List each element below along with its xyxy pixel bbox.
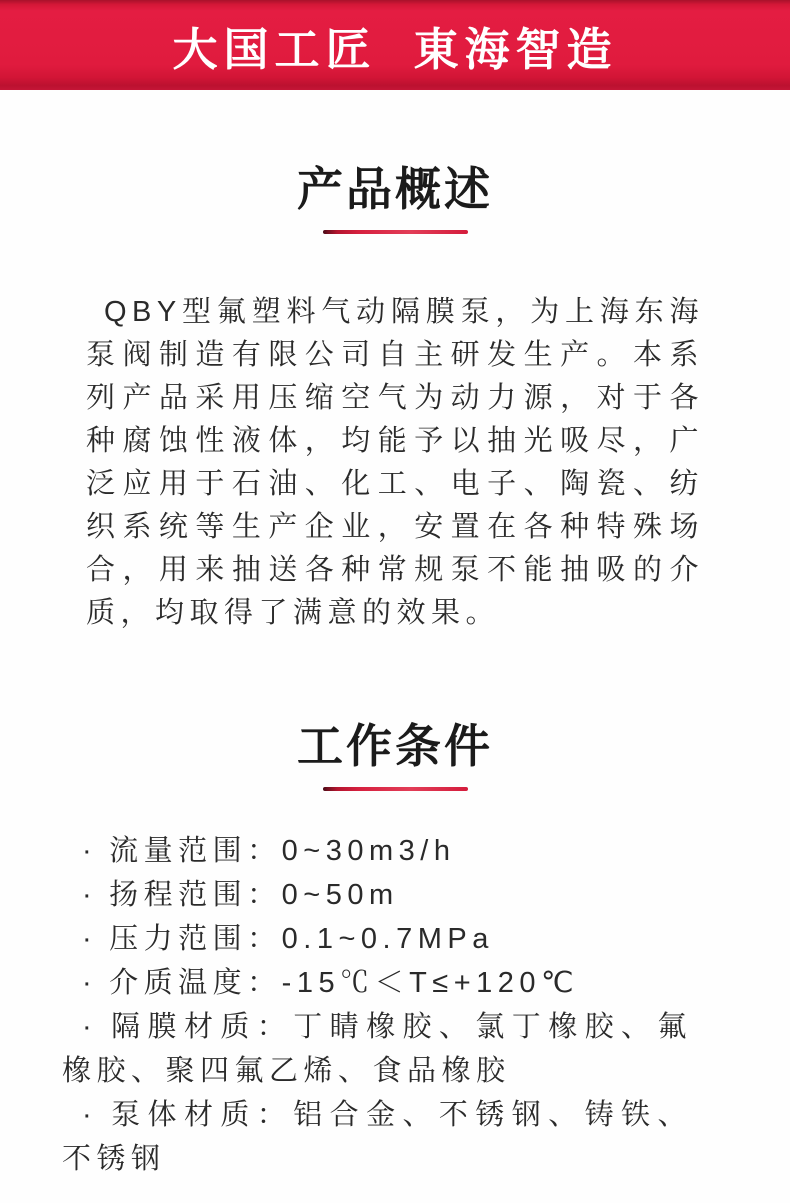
spec-item-text: 隔膜材质：丁睛橡胶、氯丁橡胶、氟橡胶、聚四氟乙烯、食品橡胶 — [62, 1011, 692, 1087]
spec-item-pressure-range — [62, 917, 692, 961]
bullet-dot: · — [82, 1099, 98, 1131]
bullet-dot: · — [82, 967, 98, 999]
accent-underline — [323, 230, 468, 234]
spec-item-flow-range — [62, 829, 692, 873]
spec-item-text: 泵体材质：铝合金、不锈钢、铸铁、不锈钢 — [62, 1099, 692, 1175]
brand-banner — [0, 0, 790, 90]
spec-item-text: 扬程范围：0~50m — [109, 879, 399, 911]
overview-paragraph: QBY型氟塑料气动隔膜泵，为上海东海泵阀制造有限公司自主研发生产。本系列产品采用压缩空气为动力源，对于各种腐蚀性液体，均能予以抽光吸尽，广泛应用于石油、化工、电子、陶瓷、纺织系统等生产企业，安置在各种特殊场合，用来抽送各种常规泵不能抽吸的介质，均取得了满意的效果。 — [86, 296, 704, 629]
bullet-dot: · — [82, 1011, 98, 1043]
spec-item-diaphragm-material — [62, 1005, 692, 1093]
bullet-dot: · — [82, 923, 98, 955]
section-title-product-overview: 产品概述 — [297, 163, 493, 215]
section-title-working-conditions: 工作条件 — [297, 720, 493, 772]
spec-item-text: 流量范围：0~30m3/h — [109, 835, 456, 867]
spec-item-head-range — [62, 873, 692, 917]
bullet-dot: · — [82, 835, 98, 867]
section-working-conditions — [0, 719, 790, 1181]
section-product-overview — [0, 162, 790, 635]
spec-list — [62, 829, 692, 1181]
spec-item-text: 介质温度：-15℃＜T≤+120℃ — [109, 967, 580, 999]
spec-item-media-temperature — [62, 961, 692, 1005]
spec-item-text: 压力范围：0.1~0.7MPa — [109, 923, 494, 955]
spec-item-pump-body-material — [62, 1093, 692, 1181]
accent-underline — [323, 787, 468, 791]
bullet-dot: · — [82, 879, 98, 911]
banner-title: 大国工匠 東海智造 — [172, 23, 618, 75]
